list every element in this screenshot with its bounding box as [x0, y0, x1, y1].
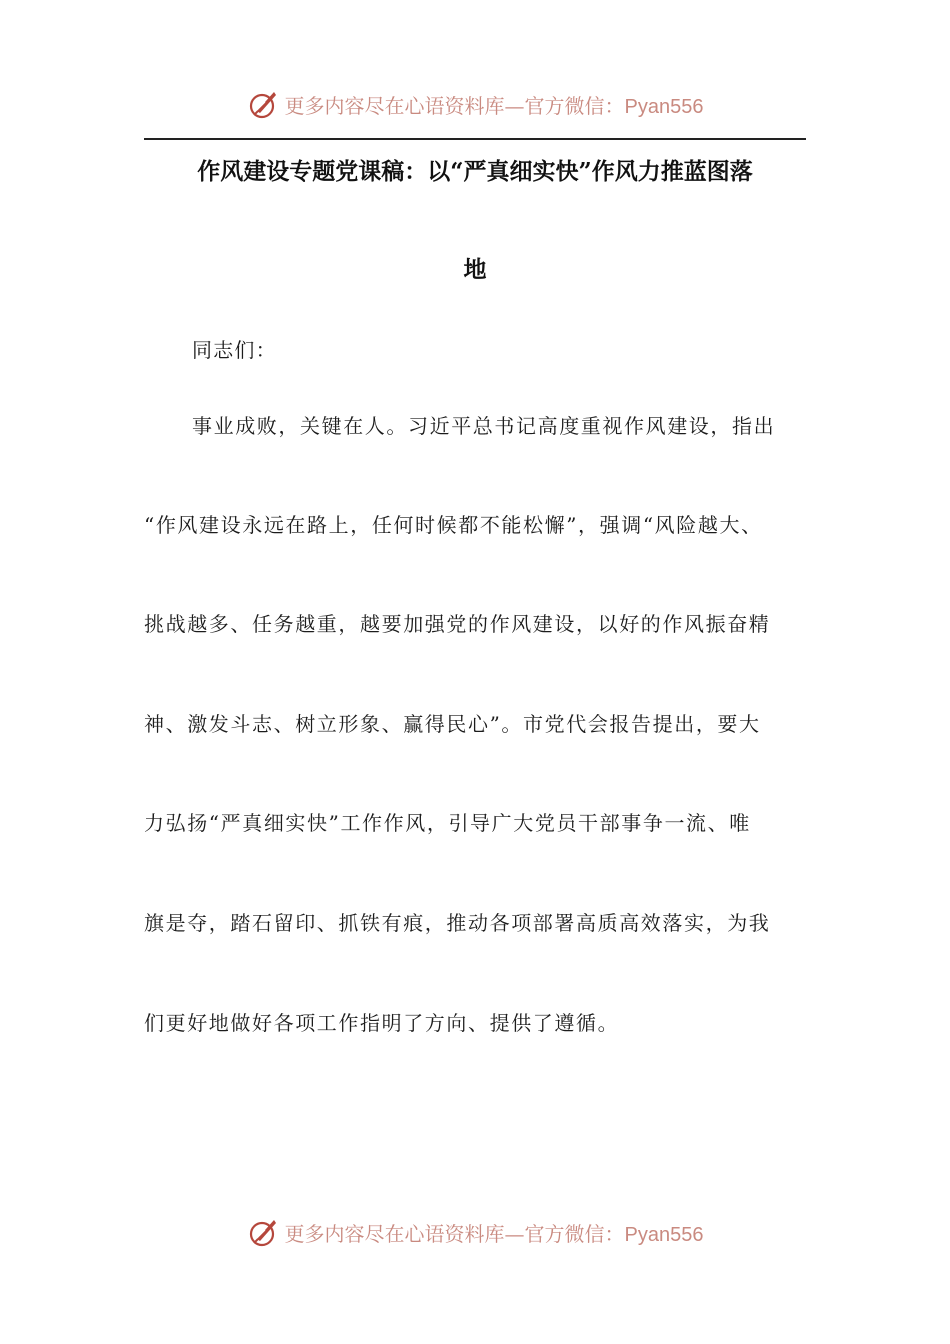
header-banner-text — [285, 90, 704, 119]
header-banner-handle: Pyan556 — [624, 95, 704, 118]
paragraph-line-2: “作风建设永远在路上，任何时候都不能松懈”，强调“风险越大、 — [144, 513, 763, 537]
paragraph-line-4: 神、激发斗志、树立形象、赢得民心”。市党代会报告提出，要大 — [144, 712, 761, 736]
footer-banner-main: 更多内容尽在心语资料库 — [284, 1221, 505, 1246]
document-title-line-1: 作风建设专题党课稿：以“严真细实快”作风力推蓝图落 — [197, 158, 753, 185]
paragraph-line-3: 挑战越多、任务越重，越要加强党的作风建设，以好的作风振奋精 — [144, 612, 771, 636]
footer-banner-sep: —官方微信： — [504, 1221, 625, 1246]
document-title-line-2: 地 — [463, 256, 487, 283]
footer-banner-content — [247, 1215, 704, 1249]
header-watermark-banner — [0, 84, 950, 124]
feather-pen-logo-icon — [247, 1215, 281, 1249]
paragraph-line-7: 们更好地做好各项工作指明了方向、提供了遵循。 — [144, 1011, 620, 1035]
header-banner-main: 更多内容尽在心语资料库 — [284, 93, 505, 118]
footer-banner-text — [285, 1218, 704, 1247]
header-divider — [144, 138, 806, 140]
feather-pen-logo-icon — [247, 87, 281, 121]
document-title — [144, 152, 806, 348]
header-banner-sep: —官方微信： — [504, 93, 625, 118]
footer-banner-handle: Pyan556 — [624, 1223, 704, 1246]
footer-watermark-banner — [0, 1212, 950, 1252]
salutation: 同志们： — [192, 338, 277, 362]
paragraph-line-6: 旗是夺，踏石留印、抓铁有痕，推动各项部署高质高效落实，为我 — [144, 911, 771, 935]
header-banner-content — [247, 87, 704, 121]
paragraph-line-1: 事业成败，关键在人。习近平总书记高度重视作风建设，指出 — [192, 414, 776, 438]
paragraph-line-5: 力弘扬“严真细实快”工作作风，引导广大党员干部事争一流、唯 — [144, 811, 751, 835]
